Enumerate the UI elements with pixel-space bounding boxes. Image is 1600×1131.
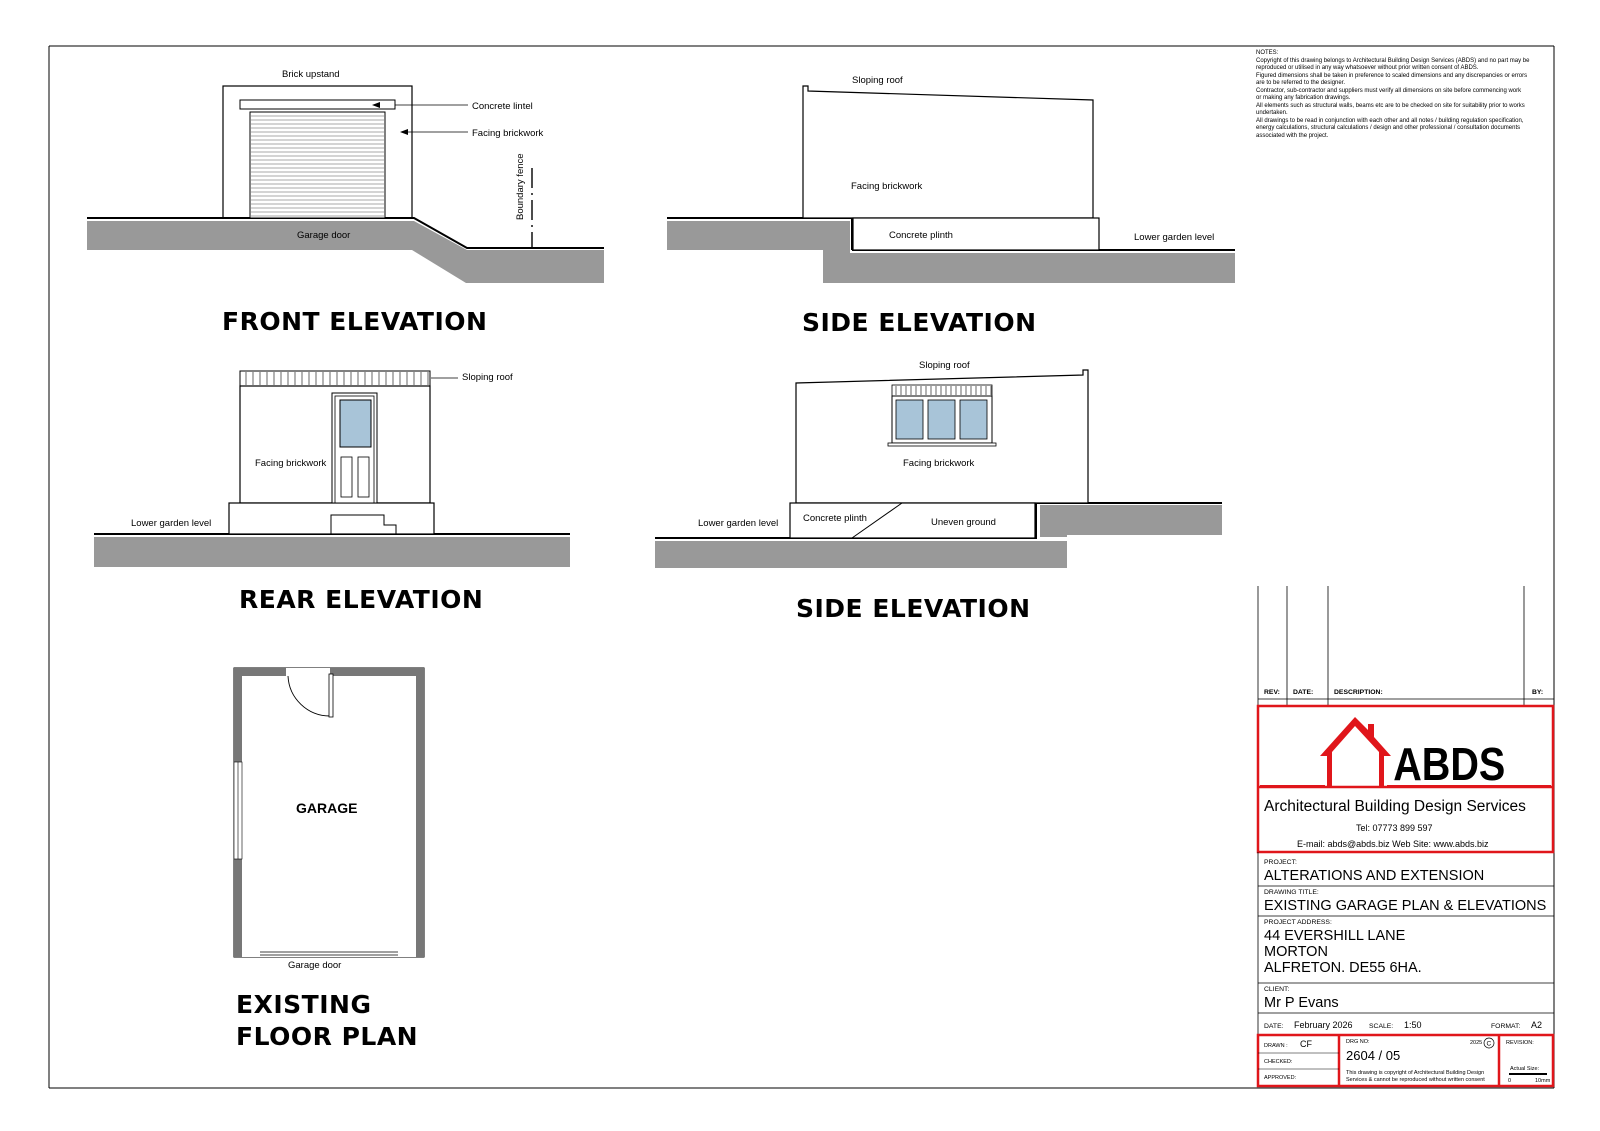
side-elevation-2-title: SIDE ELEVATION (796, 594, 1031, 623)
side1-facing-brickwork-label: Facing brickwork (851, 181, 923, 192)
rear-ground-hatch (94, 537, 570, 567)
brickwork-arrow (400, 129, 408, 135)
front-elevation (87, 69, 604, 336)
concrete-lintel (240, 100, 395, 109)
notes-line: All elements such as structural walls, beams etc are to be checked on site for suitability prior to works (1256, 103, 1525, 109)
side2-window-pane-3 (960, 400, 987, 439)
notes-line: associated with the project. (1256, 133, 1329, 139)
project-value: ALTERATIONS AND EXTENSION (1264, 868, 1485, 884)
format-value: A2 (1531, 1020, 1543, 1030)
company-tel: Tel: 07773 899 597 (1356, 823, 1433, 833)
concrete-lintel-label: Concrete lintel (472, 101, 533, 112)
company-contact: E-mail: abds@abds.biz Web Site: www.abds.biz (1297, 839, 1489, 849)
actual-size-ten: 10mm (1535, 1078, 1551, 1084)
company-name: Architectural Building Design Services (1264, 798, 1526, 815)
boundary-fence-label: Boundary fence (515, 153, 526, 220)
notes-line: All drawings to be read in conjunction with each other and all notes / building regulation specification, (1256, 118, 1524, 124)
rear-facing-brickwork-label: Facing brickwork (255, 458, 327, 469)
side2-window-head (892, 385, 992, 396)
notes-heading: NOTES: (1256, 50, 1279, 56)
copyright-symbol: C (1486, 1040, 1492, 1048)
drawing-title-caption: DRAWING TITLE: (1264, 889, 1319, 896)
front-elevation-title: FRONT ELEVATION (222, 307, 488, 336)
drg-no-value: 2604 / 05 (1346, 1048, 1401, 1063)
address-line-2: MORTON (1264, 944, 1328, 960)
side2-window-pane-2 (928, 400, 955, 439)
drg-year: 2025 (1470, 1040, 1483, 1046)
notes-block (1256, 50, 1530, 139)
side-elevation-2 (655, 360, 1222, 623)
side1-lower-garden-label: Lower garden level (1134, 232, 1215, 243)
address-line-1: 44 EVERSHILL LANE (1264, 928, 1406, 944)
side2-lower-garden-label: Lower garden level (698, 518, 779, 529)
checked-caption: CHECKED: (1264, 1059, 1293, 1065)
rear-elevation (94, 371, 570, 614)
side-elevation-1-title: SIDE ELEVATION (802, 308, 1037, 337)
notes-line: Contractor, sub-contractor and suppliers must verify all dimensions on site before commencing work (1256, 88, 1522, 94)
side1-concrete-plinth-label: Concrete plinth (889, 230, 953, 241)
side-elevation-1 (667, 75, 1235, 337)
plan-garage-door-label: Garage door (288, 960, 342, 971)
company-block (1258, 706, 1553, 852)
actual-size-zero: 0 (1508, 1078, 1512, 1084)
project-caption: PROJECT: (1264, 859, 1297, 866)
address-line-3: ALFRETON. DE55 6HA. (1264, 960, 1422, 976)
copyright-line-1: This drawing is copyright of Architectural Building Design (1346, 1070, 1485, 1076)
side2-concrete-plinth-label: Concrete plinth (803, 513, 867, 524)
notes-line: Copyright of this drawing belongs to Architectural Building Design Services (ABDS) and no part may be (1256, 58, 1530, 64)
scale-caption: SCALE: (1369, 1023, 1394, 1030)
side1-sloping-roof-label: Sloping roof (852, 75, 903, 86)
side2-facing-brickwork-label: Facing brickwork (903, 458, 975, 469)
side2-window-cill (888, 443, 996, 446)
client-caption: CLIENT: (1264, 986, 1290, 993)
drawing-title-value: EXISTING GARAGE PLAN & ELEVATIONS (1264, 898, 1547, 914)
approved-caption: APPROVED: (1264, 1075, 1297, 1081)
revision-table (1258, 586, 1554, 706)
rev-header: REV: (1264, 689, 1280, 696)
brick-upstand-label: Brick upstand (282, 69, 340, 80)
notes-line: or making any fabrication drawings. (1256, 95, 1351, 101)
by-header: BY: (1532, 689, 1544, 696)
drawn-value: CF (1300, 1039, 1312, 1049)
drg-no-caption: DRG NO: (1346, 1039, 1370, 1045)
abds-logo-text: ABDS (1393, 739, 1506, 791)
existing-floor-plan (234, 668, 424, 1051)
floor-plan-title-line2: FLOOR PLAN (236, 1022, 419, 1051)
scale-value: 1:50 (1404, 1020, 1422, 1030)
rear-door-glazing (340, 400, 371, 447)
client-value: Mr P Evans (1264, 995, 1339, 1011)
notes-line: reproduced or utilised in any way whatsoever without prior written consent of ABDS. (1256, 65, 1479, 71)
side2-window-pane-1 (896, 400, 923, 439)
date-caption: DATE: (1264, 1023, 1284, 1030)
title-block (1258, 852, 1554, 1086)
notes-line: energy calculations, structural calculations / design and other professional / consultation documents (1256, 125, 1521, 131)
rear-elevation-title: REAR ELEVATION (239, 585, 484, 614)
date-value: February 2026 (1294, 1020, 1353, 1030)
date-header: DATE: (1293, 689, 1314, 696)
notes-line: undertaken. (1256, 110, 1288, 116)
copyright-line-2: Services & cannot be reproduced without written consent (1346, 1077, 1485, 1083)
drawn-caption: DRAWN : (1264, 1043, 1288, 1049)
notes-line: Figured dimensions shall be taken in preference to scaled dimensions and any discrepancies or errors (1256, 73, 1528, 79)
plan-door-leaf (329, 674, 333, 717)
side2-uneven-ground-label: Uneven ground (931, 517, 996, 528)
side2-sloping-roof-label: Sloping roof (919, 360, 970, 371)
side1-wall-outline (803, 86, 1093, 218)
plan-garage-door-opening (260, 949, 398, 957)
format-caption: FORMAT: (1491, 1023, 1521, 1030)
lintel-arrow (372, 102, 380, 108)
actual-size-scale-bar (1509, 1073, 1547, 1075)
facing-brickwork-label: Facing brickwork (472, 128, 544, 139)
description-header: DESCRIPTION: (1334, 689, 1383, 696)
plan-floor (242, 676, 416, 957)
plan-room-label: GARAGE (296, 800, 358, 816)
plan-door-opening (286, 668, 330, 676)
rear-sloping-roof-label: Sloping roof (462, 372, 513, 383)
address-caption: PROJECT ADDRESS: (1264, 919, 1332, 926)
rear-lower-garden-label: Lower garden level (131, 518, 212, 529)
actual-size-caption: Actual Size: (1510, 1066, 1540, 1072)
garage-door-label: Garage door (297, 230, 351, 241)
notes-line: are to be referred to the designer. (1256, 80, 1346, 86)
revision-caption: REVISION: (1506, 1040, 1534, 1046)
rear-roof-fascia (240, 371, 430, 386)
floor-plan-title-line1: EXISTING (236, 990, 372, 1019)
